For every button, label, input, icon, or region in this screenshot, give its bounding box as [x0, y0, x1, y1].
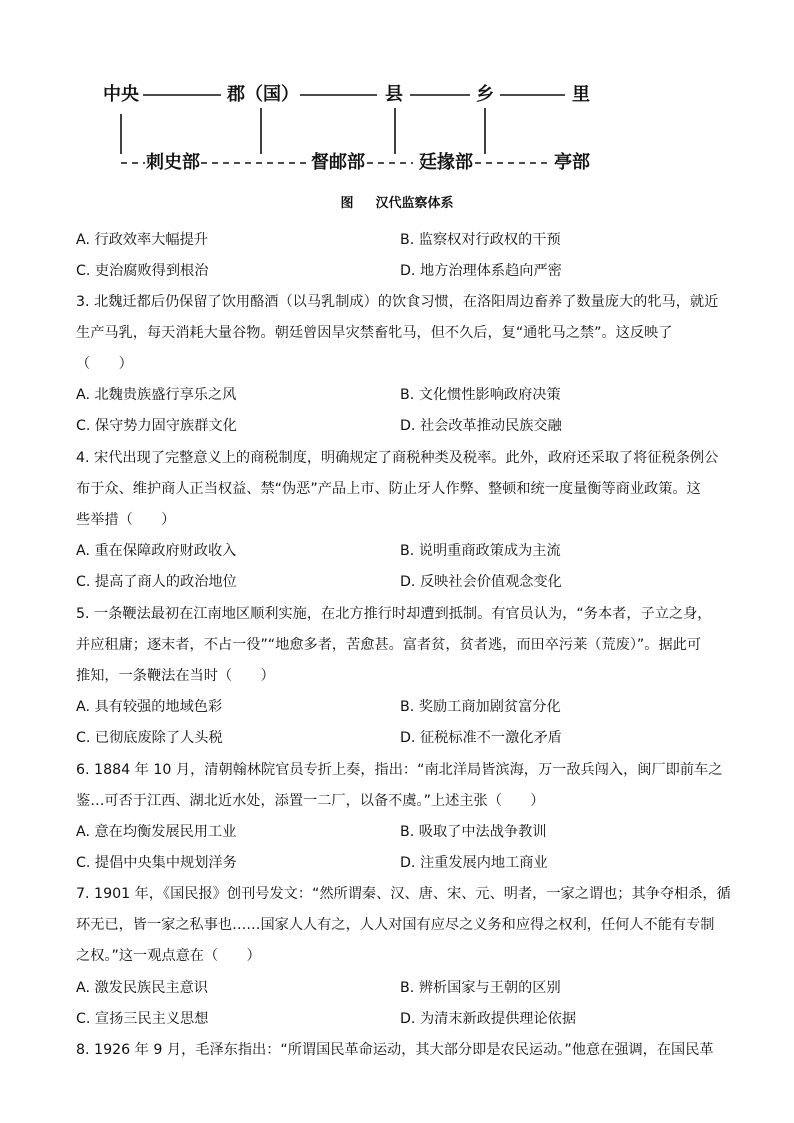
q6-stem-line-1: 6. 1884 年 10 月，清朝翰林院官员专折上奏，指出：“南北洋局皆滨海，万一敌兵闯入，闽厂即前车之 — [76, 762, 723, 778]
q6-option-a[interactable]: A. 意在均衡发展民用工业 — [76, 824, 237, 840]
q3-option-d[interactable]: D. 社会改革推动民族交融 — [400, 418, 562, 434]
q3-stem-line-1: 3. 北魏迁都后仍保留了饮用酪酒（以马乳制成）的饮食习惯，在洛阳周边畜养了数量庞大的牝马，就近 — [76, 294, 719, 310]
q4-stem-line-3: 些举措（ ） — [76, 512, 176, 528]
q4-option-a[interactable]: A. 重在保障政府财政收入 — [76, 543, 237, 559]
q8-stem-line-1: 8. 1926 年 9 月，毛泽东指出：“所谓国民革命运动，其大部分即是农民运动。”他意在强调，在国民革 — [76, 1042, 714, 1058]
node-ting: 亭部 — [554, 152, 590, 173]
q3-stem-line-2: 生产马乳，每天消耗大量谷物。朝廷曾因旱灾禁畜牝马，但不久后，复“通牝马之禁”。这反映了 — [76, 325, 673, 341]
q6-option-c[interactable]: C. 提倡中央集中规划洋务 — [76, 855, 237, 871]
q4-stem-line-2: 布于众、维护商人正当权益、禁“伪恶”产品上市、防止牙人作弊、整顿和统一度量衡等商业政策。这 — [76, 481, 701, 497]
q2-option-a[interactable]: A. 行政效率大幅提升 — [76, 232, 208, 248]
q6-option-b[interactable]: B. 吸取了中法战争教训 — [400, 824, 547, 840]
q6-option-d[interactable]: D. 注重发展内地工商业 — [400, 855, 548, 871]
q5-option-a[interactable]: A. 具有较强的地域色彩 — [76, 699, 223, 715]
q3-stem-line-3: （ ） — [76, 356, 133, 372]
q7-option-c[interactable]: C. 宣扬三民主义思想 — [76, 1011, 209, 1027]
q7-option-d[interactable]: D. 为清末新政提供理论依据 — [400, 1011, 577, 1027]
node-village: 里 — [572, 84, 590, 105]
node-county: 县 — [385, 84, 403, 105]
q2-option-b[interactable]: B. 监察权对行政权的干预 — [400, 232, 561, 248]
caption-prefix: 图 — [340, 196, 354, 211]
q3-option-a[interactable]: A. 北魏贵族盛行享乐之风 — [76, 387, 237, 403]
q4-option-c[interactable]: C. 提高了商人的政治地位 — [76, 574, 237, 590]
q7-option-b[interactable]: B. 辨析国家与王朝的区别 — [400, 980, 561, 996]
node-township: 乡 — [476, 84, 494, 105]
node-cishi: 刺史部 — [146, 152, 200, 173]
node-central: 中央 — [103, 84, 139, 105]
q7-stem-line-3: 之权。”这一观点意在（ ） — [76, 948, 261, 964]
q6-stem-line-2: 鉴…可否于江西、湖北近水处，添置一二厂，以备不虞。”上述主张（ ） — [76, 793, 545, 809]
q5-option-d[interactable]: D. 征税标准不一激化矛盾 — [400, 730, 562, 746]
q5-stem-line-3: 推知，一条鞭法在当时（ ） — [76, 668, 275, 684]
q4-stem-line-1: 4. 宋代出现了完整意义上的商税制度，明确规定了商税种类及税率。此外，政府还采取了将征税条例公 — [76, 450, 719, 466]
q7-option-a[interactable]: A. 激发民族民主意识 — [76, 980, 208, 996]
supervision-diagram — [95, 78, 605, 188]
q5-option-c[interactable]: C. 已彻底废除了人头税 — [76, 730, 223, 746]
node-tingyuan: 廷掾部 — [419, 152, 473, 173]
q5-stem-line-2: 并应租庸；逐末者，不占一役”“地愈多者，苦愈甚。富者贫，贫者逃，而田卒污莱（荒废）”。据此可 — [76, 637, 702, 653]
q5-option-b[interactable]: B. 奖励工商加剧贫富分化 — [400, 699, 561, 715]
q5-stem-line-1: 5. 一条鞭法最初在江南地区顺利实施，在北方推行时却遭到抵制。有官员认为，“务本者，子立之身， — [76, 606, 712, 622]
q2-option-d[interactable]: D. 地方治理体系趋向严密 — [400, 263, 562, 279]
q2-option-c[interactable]: C. 吏治腐败得到根治 — [76, 263, 209, 279]
caption-title: 汉代监察体系 — [375, 196, 454, 211]
q3-option-b[interactable]: B. 文化惯性影响政府决策 — [400, 387, 561, 403]
node-duyou: 督邮部 — [311, 152, 365, 173]
diagram-caption — [0, 192, 794, 211]
q3-option-c[interactable]: C. 保守势力固守族群文化 — [76, 418, 237, 434]
q4-option-d[interactable]: D. 反映社会价值观念变化 — [400, 574, 562, 590]
node-commandery: 郡（国） — [227, 84, 299, 105]
q7-stem-line-2: 环无已，皆一家之私事也……国家人人有之，人人对国有应尽之义务和应得之权利，任何人不能有专制 — [76, 917, 715, 933]
q4-option-b[interactable]: B. 说明重商政策成为主流 — [400, 543, 561, 559]
q7-stem-line-1: 7. 1901 年，《国民报》创刊号发文：“然所谓秦、汉、唐、宋、元、明者，一家之谓也；其争夺相杀，循 — [76, 886, 731, 902]
